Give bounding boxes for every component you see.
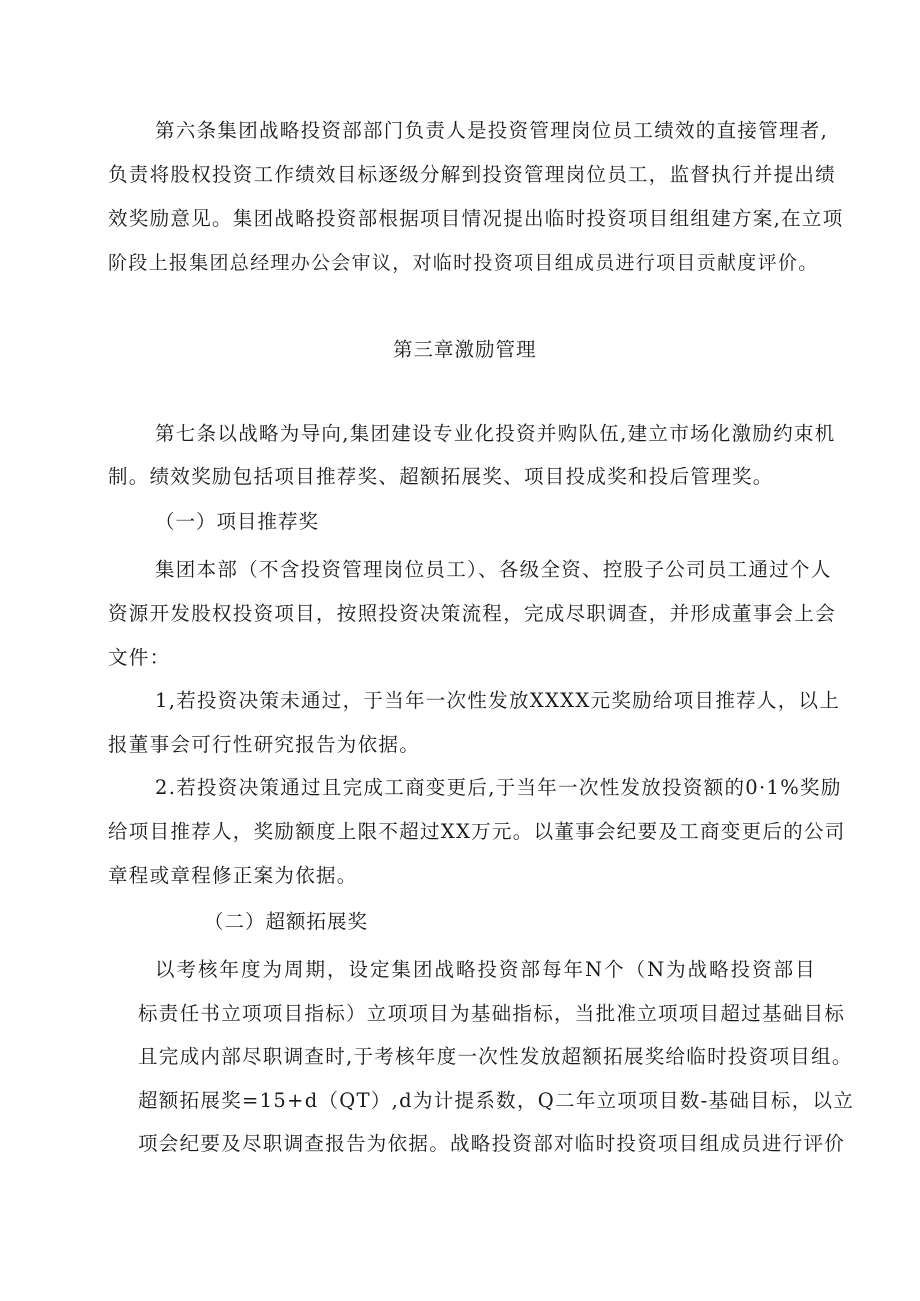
section-1-intro-line-1: 集团本部（不含投资管理岗位员工）、各级全资、控股子公司员工通过个人	[155, 558, 832, 581]
article-7-line-1: 第七条以战略为导向,集团建设专业化投资并购队伍,建立市场化激励约束机	[155, 422, 836, 445]
article-6-line-2: 负责将股权投资工作绩效目标逐级分解到投资管理岗位员工，监督执行并提出绩	[108, 163, 837, 186]
section-1-item-2-line-2: 给项目推荐人，奖励额度上限不超过XX万元。以董事会纪要及工商变更后的公司	[108, 820, 846, 843]
article-6-line-4: 阶段上报集团总经理办公会审议，对临时投资项目组成员进行项目贡献度评价。	[108, 252, 819, 274]
chapter-3-title: 第三章激励管理	[393, 338, 537, 361]
section-1-item-1-line-1: 1,若投资决策未通过，于当年一次性发放XXXX元奖励给项目推荐人，以上	[155, 689, 841, 712]
section-2-line-3: 且完成内部尽职调查时,于考核年度一次性发放超额拓展奖给临时投资项目组。	[138, 1045, 853, 1068]
article-7-line-2: 制。绩效奖励包括项目推荐奖、超额拓展奖、项目投成奖和投后管理奖。	[108, 465, 774, 488]
article-6-line-1: 第六条集团战略投资部部门负责人是投资管理岗位员工绩效的直接管理者,	[155, 119, 829, 142]
section-2-line-4: 超额拓展奖=15+d（QT）,d为计提系数，Q二年立项项目数-基础目标，以立	[138, 1089, 855, 1112]
section-2-line-2: 标责任书立项项目指标）立项项目为基础指标，当批准立项项目超过基础目标	[138, 1002, 846, 1025]
section-2-line-5: 项会纪要及尽职调查报告为依据。战略投资部对临时投资项目组成员进行评价	[138, 1132, 846, 1155]
section-2-heading: （二）超额拓展奖	[204, 910, 369, 933]
section-1-intro-line-3: 文件：	[108, 646, 171, 669]
section-1-item-1-line-2: 报董事会可行性研究报告为依据。	[108, 733, 421, 756]
section-2-line-1: 以考核年度为周期，设定集团战略投资部每年N个（N为战略投资部目	[155, 958, 816, 981]
section-1-item-2-line-1: 2.若投资决策通过且完成工商变更后,于当年一次性发放投资额的0·1%奖励	[155, 776, 842, 799]
article-6-line-3: 效奖励意见。集团战略投资部根据项目情况提出临时投资项目组组建方案,在立项	[108, 207, 844, 230]
section-1-intro-line-2: 资源开发股权投资项目，按照投资决策流程，完成尽职调查，并形成董事会上会	[108, 602, 837, 625]
section-1-item-2-line-3: 章程或章程修正案为依据。	[108, 864, 358, 887]
section-1-heading: （一）项目推荐奖	[155, 510, 320, 533]
